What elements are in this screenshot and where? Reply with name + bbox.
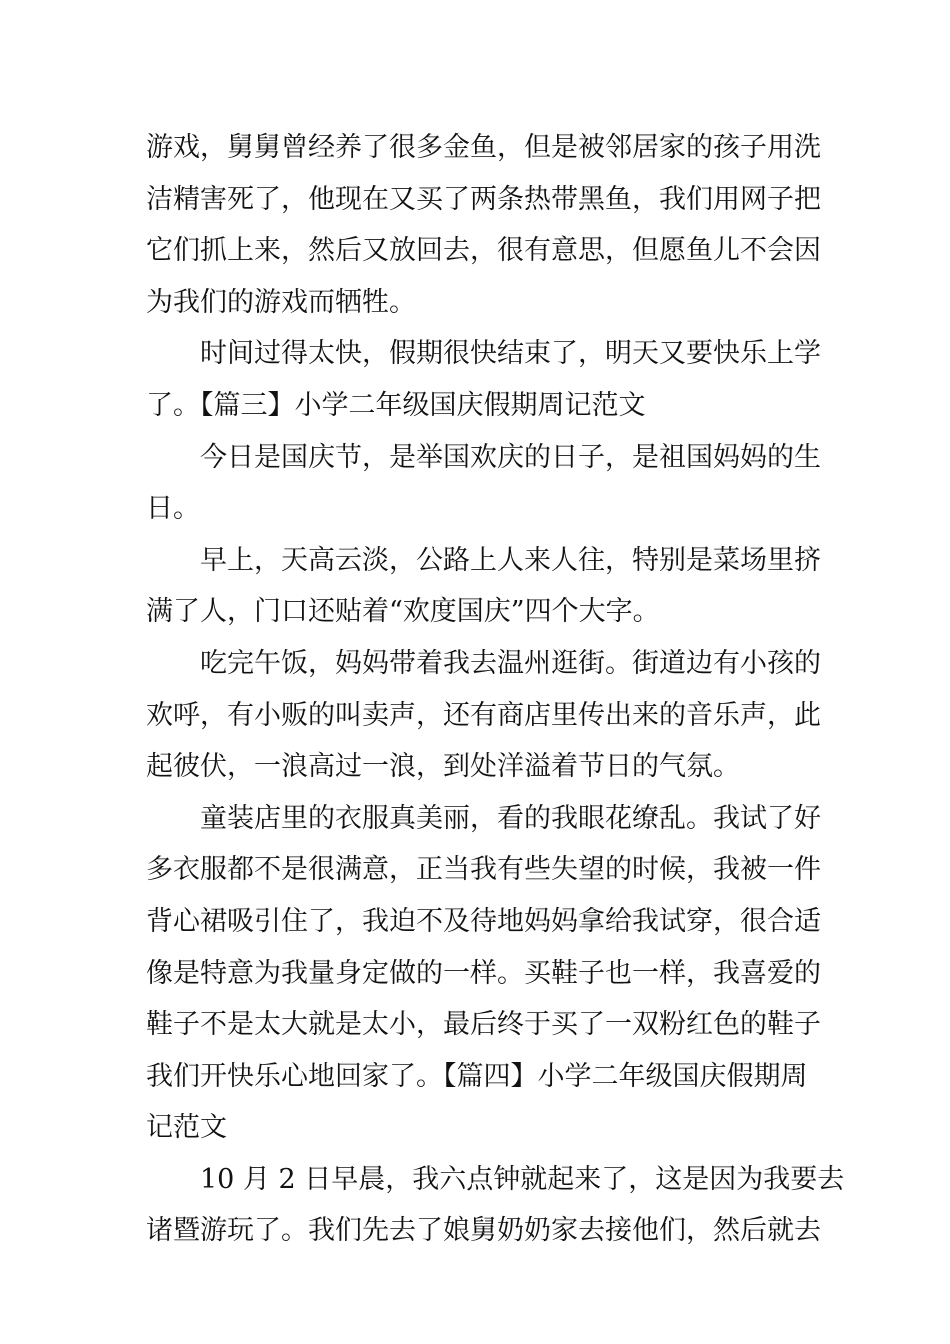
paragraph-first-line: 10 月 2 日早晨，我六点钟就起来了，这是因为我要去	[200, 1163, 845, 1195]
text-line: 了。【篇三】小学二年级国庆假期周记范文	[146, 389, 646, 421]
text-line: 起彼伏，一浪高过一浪，到处洋溢着节日的气氛。	[146, 751, 740, 783]
text-line: 欢呼，有小贩的叫卖声，还有商店里传出来的音乐声，此	[146, 699, 821, 731]
text-line: 洁精害死了，他现在又买了两条热带黑鱼，我们用网子把	[146, 183, 821, 215]
paragraph-first-line: 吃完午饭，妈妈带着我去温州逛街。街道边有小孩的	[200, 647, 821, 679]
text-line: 游戏，舅舅曾经养了很多金鱼，但是被邻居家的孩子用洗	[146, 132, 821, 163]
text-line: 鞋子不是太大就是太小，最后终于买了一双粉红色的鞋子	[146, 1009, 821, 1041]
paragraph-first-line: 早上，天高云淡，公路上人来人往，特别是菜场里挤	[200, 544, 821, 576]
text-line: 记范文	[146, 1112, 227, 1144]
text-line: 满了人，门口还贴着“欢度国庆”四个大字。	[146, 596, 660, 628]
paragraph-first-line: 时间过得太快，假期很快结束了，明天又要快乐上学	[200, 338, 821, 370]
document-body	[146, 122, 845, 1257]
text-line: 背心裙吸引住了，我迫不及待地妈妈拿给我试穿，很合适	[146, 905, 821, 937]
text-line: 我们开快乐心地回家了。【篇四】小学二年级国庆假期周	[146, 1060, 808, 1092]
paragraph-first-line: 童装店里的衣服真美丽，看的我眼花缭乱。我试了好	[200, 802, 821, 834]
text-line: 多衣服都不是很满意，正当我有些失望的时候，我被一件	[146, 854, 821, 886]
text-line: 日。	[146, 493, 200, 525]
text-line: 诸暨游玩了。我们先去了娘舅奶奶家去接他们，然后就去	[146, 1215, 821, 1247]
text-line: 为我们的游戏而牺牲。	[146, 286, 416, 318]
text-line: 它们抓上来，然后又放回去，很有意思，但愿鱼儿不会因	[146, 235, 821, 267]
paragraph-first-line: 今日是国庆节，是举国欢庆的日子，是祖国妈妈的生	[200, 441, 821, 473]
text-line: 像是特意为我量身定做的一样。买鞋子也一样，我喜爱的	[146, 957, 821, 989]
